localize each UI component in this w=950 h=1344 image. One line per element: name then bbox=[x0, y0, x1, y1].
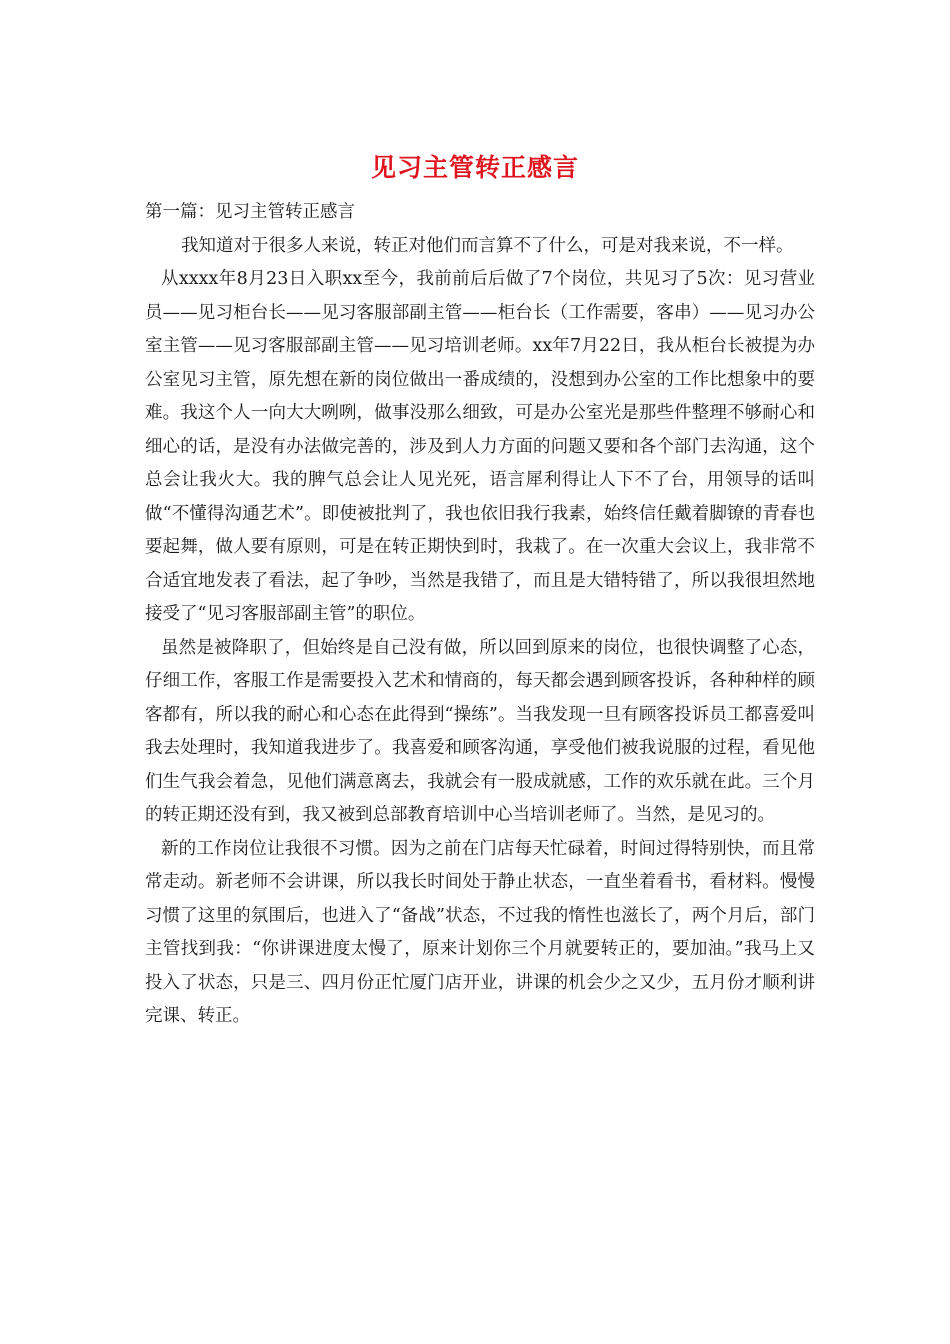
paragraph: 虽然是被降职了，但始终是自己没有做，所以回到原来的岗位，也很快调整了心态，仔细工作，客服工作是需要投入艺术和情商的，每天都会遇到顾客投诉，各种种样的顾客都有，所以我的耐心和心态在此得到“操练”。当我发现一旦有顾客投诉员工都喜爱叫我去处理时，我知道我进步了。我喜爱和顾客沟通，享受他们被我说服的过程，看见他们生气我会着急，见他们满意离去，我就会有一股成就感，工作的欢乐就在此。三个月的转正期还没有到，我又被到总部教育培训中心当培训老师了。当然，是见习的。 bbox=[145, 637, 815, 825]
paragraph: 从xxxx年8月23日入职xx至今，我前前后后做了7个岗位，共见习了5次：见习营业员——见习柜台长——见习客服部副主管——柜台长（工作需要，客串）——见习办公室主管——见习客服部副主管——见习培训老师。xx年7月22日，我从柜台长被提为办公室见习主管，原先想在新的岗位做出一番成绩的，没想到办公室的工作比想象中的要难。我这个人一向大大咧咧，做事没那么细致，可是办公室光是那些件整理不够耐心和细心的话，是没有办法做完善的，涉及到人力方面的问题又要和各个部门去沟通，这个总会让我火大。我的脾气总会让人见光死，语言犀利得让人下不了台，用领导的话叫做“不懂得沟通艺术”。即使被批判了，我也依旧我行我素，始终信任戴着脚镣的青春也要起舞，做人要有原则，可是在转正期快到时，我栽了。在一次重大会议上，我非常不合适宜地发表了看法，起了争吵，当然是我错了，而且是大错特错了，所以我很坦然地接受了“见习客服部副主管”的职位。 bbox=[145, 269, 815, 624]
paragraph: 我知道对于很多人来说，转正对他们而言算不了什么，可是对我来说，不一样。 bbox=[181, 235, 794, 256]
document-body bbox=[145, 196, 815, 1034]
section-heading: 第一篇：见习主管转正感言 bbox=[145, 202, 355, 222]
document-title: 见习主管转正感言 bbox=[370, 153, 579, 182]
paragraph: 新的工作岗位让我很不习惯。因为之前在门店每天忙碌着，时间过得特别快，而且常常走动。新老师不会讲课，所以我长时间处于静止状态，一直坐着看书，看材料。慢慢习惯了这里的氛围后，也进入了“备战”状态，不过我的惰性也滋长了，两个月后，部门主管找到我：“你讲课进度太慢了，原来计划你三个月就要转正的，要加油。”我马上又投入了状态，只是三、四月份正忙厦门店开业，讲课的机会少之又少，五月份才顺利讲完课、转正。 bbox=[145, 838, 815, 1026]
